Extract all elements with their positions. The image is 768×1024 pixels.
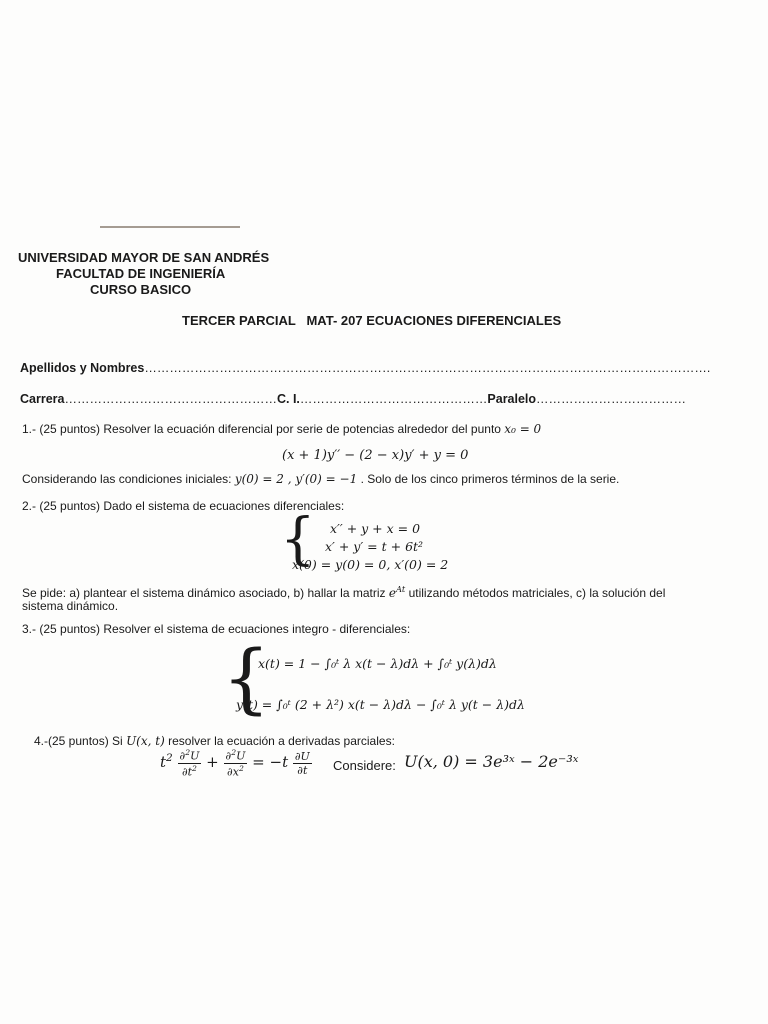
names-label: Apellidos y Nombres [20, 361, 145, 375]
q1-statement: 1.- (25 puntos) Resolver la ecuación diferencial por serie de potencias alrededor del punto [22, 422, 501, 436]
question-4-text [34, 734, 395, 748]
q2-request-a: Se pide: a) plantear el sistema dinámico asociado, b) hallar la matriz [22, 586, 386, 600]
career-blank: …………………………………………… [64, 392, 277, 406]
q4-initial-condition: U(x, 0) = 3e³ˣ − 2e⁻³ˣ [404, 752, 579, 771]
q3-equation-2: y(t) = ∫₀ᵗ (2 + λ²) x(t − λ)dλ − ∫₀ᵗ λ y(t − λ)dλ [236, 697, 525, 712]
names-field [20, 361, 710, 375]
q2-matrix-exponential [389, 586, 405, 600]
q1-conditions [22, 472, 619, 486]
top-rule [100, 226, 240, 228]
q2-request-line-1 [22, 584, 665, 600]
career-ci-paralelo-row [20, 392, 686, 406]
q2-matrix-exponent: At [395, 584, 406, 594]
q4-consider-label: Considere: [333, 758, 396, 773]
ci-blank: ……………………………………… [299, 392, 488, 406]
q2-equation-1: x′′ + y + x = 0 [330, 521, 421, 536]
course-name: CURSO BASICO [90, 282, 192, 297]
q2-matrix-base: e [388, 586, 396, 600]
exam-title: TERCER PARCIAL MAT- 207 ECUACIONES DIFERENCIALES [182, 313, 562, 328]
paralelo-blank: ……………………………… [536, 392, 687, 406]
q4-frac-d2u-dx2: $\frac{\partial^2U}{\partial x^2}$ [225, 748, 246, 779]
q4-statement-a: 4.-(25 puntos) Si [34, 734, 123, 748]
ci-label: C. I. [276, 392, 300, 406]
q1-conditions-suffix: . Solo de los cinco primeros términos de la serie. [360, 472, 620, 486]
question-2-text: 2.- (25 puntos) Dado el sistema de ecuaciones diferenciales: [22, 499, 345, 513]
faculty-name: FACULTAD DE INGENIERÍA [56, 266, 226, 281]
names-blank: ………………………………………………………………………………………………………………………. [144, 361, 711, 375]
q2-system-brace: { [280, 507, 316, 572]
question-3-text: 3.- (25 puntos) Resolver el sistema de ecuaciones integro - diferenciales: [22, 622, 411, 636]
q2-equation-3: x(0) = y(0) = 0, x′(0) = 2 [292, 557, 449, 572]
paralelo-label: Paralelo [487, 392, 537, 406]
q2-request-b: utilizando métodos matriciales, c) la solución del [408, 586, 666, 600]
institution-header [18, 250, 318, 298]
q4-function: U(x, t) [126, 734, 165, 748]
q3-equation-1: x(t) = 1 − ∫₀ᵗ λ x(t − λ)dλ + ∫₀ᵗ y(λ)dλ [258, 656, 497, 671]
q3-system-brace: { [222, 633, 271, 722]
university-name: UNIVERSIDAD MAYOR DE SAN ANDRÉS [18, 250, 270, 265]
q2-request-line-2: sistema dinámico. [22, 599, 119, 613]
q1-conditions-prefix: Considerando las condiciones iniciales: [22, 472, 232, 486]
q4-frac-d2u-dt2: $\frac{\partial^2U}{\partial t^2}$ [179, 748, 200, 779]
q1-equation: (x + 1)y′′ − (2 − x)y′ + y = 0 [282, 448, 469, 463]
q4-pde: $t^2$ $\frac{\partial^2U}{\partial t^2}$ + $\frac{\partial^2U}{\partial x^2}$ = −t $\frac{\partial U}{\partial t}$ [160, 748, 310, 779]
question-1-text [22, 422, 541, 436]
q1-conditions-values: y(0) = 2 , y′(0) = −1 [234, 472, 358, 486]
q4-frac-du-dt: $\frac{\partial U}{\partial t}$ [294, 749, 310, 777]
q2-equation-2: x′ + y′ = t + 6t² [325, 539, 424, 554]
career-label: Carrera [20, 392, 65, 406]
q4-statement-b: resolver la ecuación a derivadas parciales: [168, 734, 395, 748]
q1-point: x₀ = 0 [504, 422, 542, 436]
